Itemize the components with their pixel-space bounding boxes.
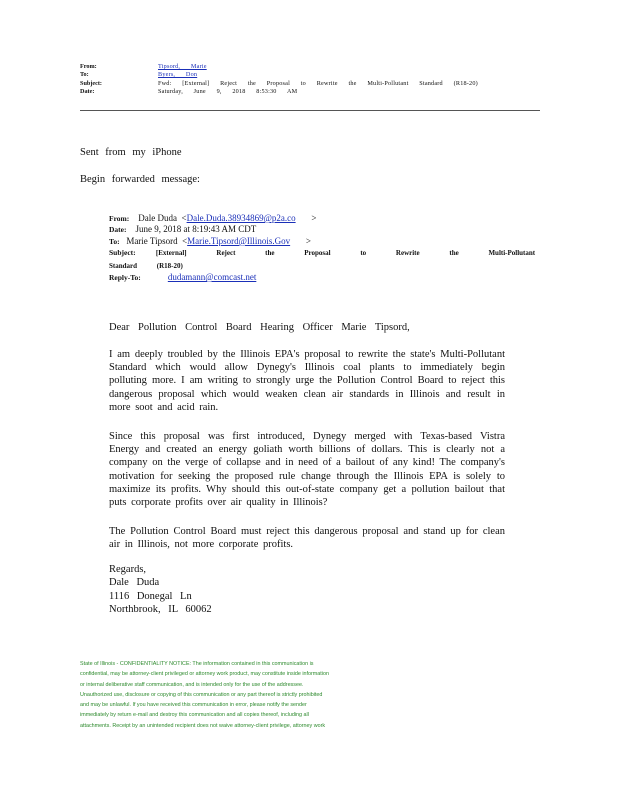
- fwd-subject-label: Subject:: [109, 248, 136, 258]
- header-to-label: To:: [80, 71, 89, 79]
- paragraph-2: Since this proposal was first introduced, Dynegy merged with Texas-based Vistra Energy and created an energy goliath worth billions of dollars. This is clearly not a company on the verge of collapse and in need of a bailout of any kind! The company's motivation for seeking the proposed rule change through the Illinois EPA is solely to maximize its profits. Why should this out-of-state company get a pollution bailout that puts corporate profits over air quality in Illinois?: [109, 431, 505, 509]
- fwd-to-label: To:: [109, 236, 120, 246]
- header-from-row: [80, 63, 540, 71]
- signature: [109, 563, 212, 617]
- header-date-label: Date:: [80, 87, 95, 95]
- fwd-from-row: From: Dale Duda <Dale.Duda.38934869@p2a.co >: [109, 213, 317, 223]
- fwd-subject-line1: [External] Reject the Proposal to Rewrite the Multi-Pollutant: [155, 249, 536, 258]
- header-subject-value: Fwd: [External] Reject the Proposal to Rewrite the Multi-Pollutant Standard (R18-20): [158, 79, 478, 87]
- signature-city: Northbrook, IL 60062: [109, 604, 212, 616]
- header-subject-row: [80, 80, 540, 88]
- greeting: Dear Pollution Control Board Hearing Officer Marie Tipsord,: [109, 322, 410, 333]
- fwd-subject-row: [109, 247, 536, 259]
- fwd-subject-row-2: [109, 260, 509, 272]
- fwd-from-email-link[interactable]: Dale.Duda.38934869@p2a.co: [186, 213, 296, 223]
- notice-line: and may be unlawful. If you have received this communication in error, please notify the sender: [80, 702, 307, 709]
- fwd-to-name: Marie Tipsord: [126, 235, 178, 246]
- header-subject-label: Subject:: [80, 79, 102, 87]
- sent-from-line: Sent from my iPhone: [80, 147, 182, 158]
- forwarded-header: [109, 213, 536, 283]
- fwd-from-label: From:: [109, 214, 130, 223]
- fwd-date-row: [109, 224, 509, 235]
- fwd-from-name: Dale Duda: [138, 213, 178, 223]
- notice-line: Unauthorized use, disclosure or copying of this communication or any part thereof is strictly prohibited: [80, 691, 323, 698]
- signature-closing: Regards,: [109, 564, 147, 575]
- header-from-label: From:: [80, 63, 97, 70]
- confidentiality-notice: [80, 659, 355, 731]
- begin-forwarded-line: Begin forwarded message:: [80, 174, 200, 185]
- fwd-replyto-email-link[interactable]: dudamann@comcast.net: [167, 272, 257, 283]
- header-to-link[interactable]: Byers, Don: [158, 71, 198, 79]
- signature-street: 1116 Donegal Ln: [109, 590, 192, 602]
- signature-name: Dale Duda: [109, 577, 160, 589]
- header-divider: [80, 110, 540, 111]
- fwd-date-label: Date:: [109, 225, 127, 235]
- notice-line: or internal deliberative staff communication, and is intended only for the use of the addressee.: [80, 681, 304, 688]
- fwd-subject-line2: Standard (R18-20): [109, 261, 183, 270]
- fwd-date-value: June 9, 2018 at 8:19:43 AM CDT: [135, 224, 257, 235]
- fwd-replyto-label: Reply-To:: [109, 273, 141, 283]
- header-date-row: [80, 88, 540, 96]
- paragraph-3: The Pollution Control Board must reject this dangerous proposal and stand up for clean air in Illinois, not more corporate profits.: [109, 526, 505, 551]
- header-to-row: [80, 71, 540, 79]
- paragraph-1: I am deeply troubled by the Illinois EPA's proposal to rewrite the state's Multi-Pollutant Standard which would allow Dynegy's Illinois coal plants to immediately begin polluting more. I am writing to strongly urge the Pollution Control Board to reject this dangerous proposal which would weaken clean air standards in Illinois and result in more soot and acid rain.: [109, 349, 505, 413]
- notice-line: confidential, may be attorney-client privileged or attorney work product, may constitute inside information: [80, 671, 329, 678]
- email-header: [80, 63, 540, 96]
- notice-line: immediately by return e-mail and destroy this communication and all copies thereof, including all: [80, 712, 309, 719]
- fwd-to-row: To: Marie Tipsord <Marie.Tipsord@Illinois.Gov >: [109, 235, 311, 246]
- notice-line: attachments. Receipt by an unintended recipient does not waive attorney-client privilege, attorney work: [80, 722, 326, 729]
- notice-line: State of Illinois - CONFIDENTIALITY NOTICE: The information contained in this communication is: [80, 661, 314, 667]
- header-date-value: Saturday, June 9, 2018 8:53:30 AM: [158, 87, 298, 95]
- fwd-replyto-row: [109, 272, 509, 283]
- header-from-link[interactable]: Tipsord, Marie: [158, 63, 207, 70]
- fwd-to-email-link[interactable]: Marie.Tipsord@Illinois.Gov: [187, 235, 291, 246]
